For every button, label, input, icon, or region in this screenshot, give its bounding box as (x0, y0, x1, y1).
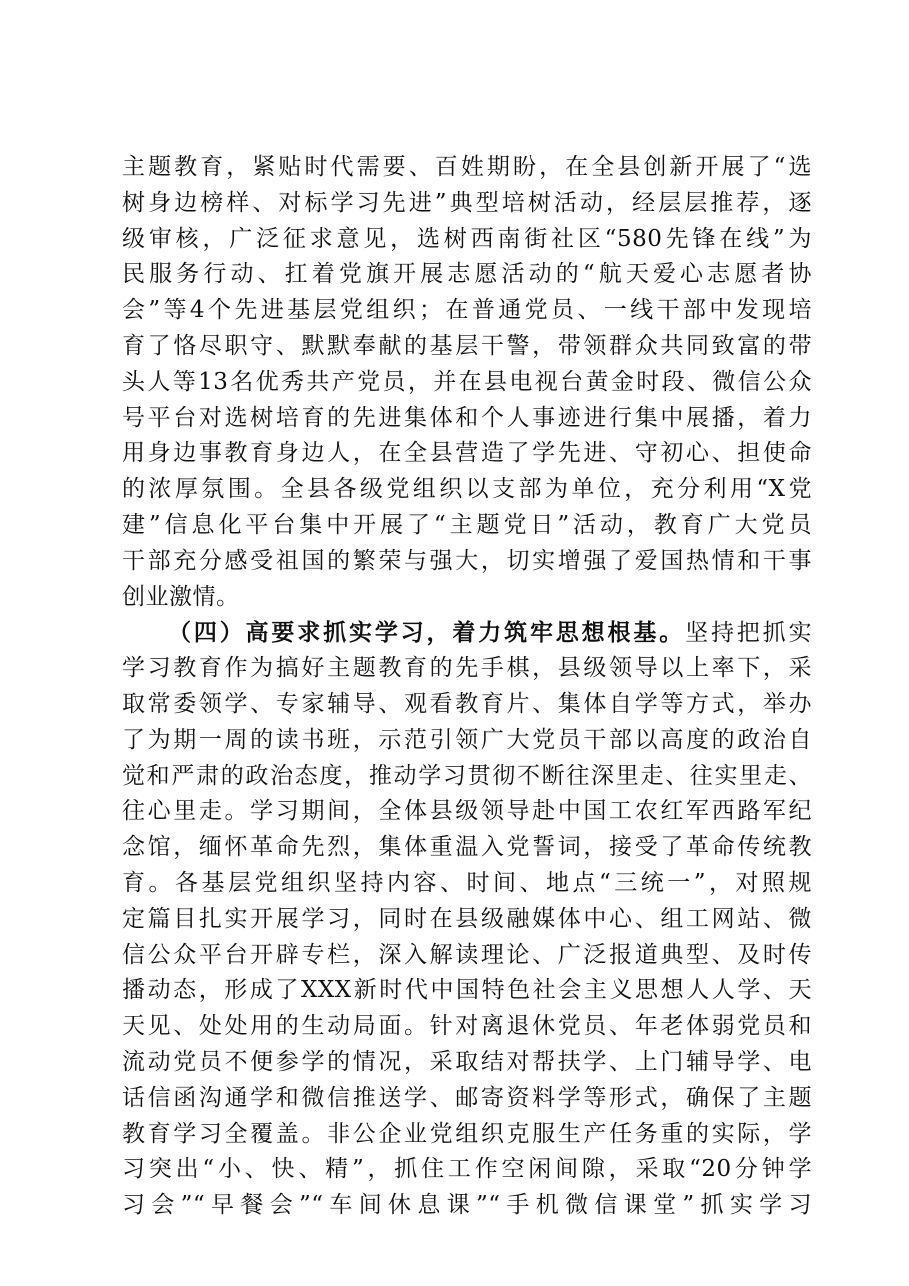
text-line: 话信函沟通学和微信推送学、邮寄资料学等形式，确保了主题 (122, 1084, 812, 1111)
text-line: 育。各基层党组织坚持内容、时间、地点“三统一”，对照规 (122, 869, 812, 896)
text-line: 流动党员不便参学的情况，采取结对帮扶学、上门辅导学、电 (122, 1048, 812, 1075)
text-line: 念馆，缅怀革命先烈，集体重温入党誓词，接受了革命传统教 (122, 834, 812, 861)
text-line: 习突出“小、快、精”，抓住工作空闲间隙，采取“20分钟学 (122, 1156, 812, 1183)
text-line: 民服务行动、扛着党旗开展志愿活动的“航天爱心志愿者协 (122, 261, 812, 288)
text-line: 的浓厚氛围。全县各级党组织以支部为单位，充分利用“X党 (122, 476, 812, 503)
text-line: 级审核，广泛征求意见，选树西南街社区“580先锋在线”为 (122, 225, 812, 252)
text-line: 觉和严肃的政治态度，推动学习贯彻不断往深里走、往实里走、 (122, 762, 812, 789)
text-line: 创业激情。 (122, 583, 240, 610)
text-line: 会”等4个先进基层党组织；在普通党员、一线干部中发现培 (122, 297, 812, 324)
text-line: 往心里走。学习期间，全体县级领导赴中国工农红军西路军纪 (122, 798, 812, 825)
text-line: 主题教育，紧贴时代需要、百姓期盼，在全县创新开展了“选 (122, 154, 812, 180)
text-line: 头人等13名优秀共产党员，并在县电视台黄金时段、微信公众 (122, 368, 812, 395)
text-line: 育了恪尽职守、默默奉献的基层干警，带领群众共同致富的带 (122, 332, 812, 359)
text-line: 教育学习全覆盖。非公企业党组织克服生产任务重的实际，学 (122, 1120, 812, 1147)
text-line: 学习教育作为搞好主题教育的先手棋，县级领导以上率下，采 (122, 655, 812, 682)
section-heading: （四）高要求抓实学习，着力筑牢思想根基。 (168, 619, 686, 647)
text-line: 用身边事教育身边人，在全县营造了学先进、守初心、担使命 (122, 440, 812, 467)
heading-line-rest: 坚持把抓实 (685, 620, 813, 647)
text-line: 树身边榜样、对标学习先进”典型培树活动，经层层推荐，逐 (122, 189, 812, 216)
section-heading-line (122, 615, 812, 651)
text-line: 习会”“早餐会”“车间休息课”“手机微信课堂”抓实学习 (122, 1192, 812, 1219)
text-line: 干部充分感受祖国的繁荣与强大，切实增强了爱国热情和干事 (122, 547, 812, 574)
text-line: 播动态，形成了XXX新时代中国特色社会主义思想人人学、天 (122, 977, 812, 1004)
text-line: 了为期一周的读书班，示范引领广大党员干部以高度的政治自 (122, 726, 812, 753)
text-line: 天见、处处用的生动局面。针对离退休党员、年老体弱党员和 (122, 1013, 812, 1040)
text-line: 取常委领学、专家辅导、观看教育片、集体自学等方式，举办 (122, 690, 812, 717)
text-line: 定篇目扎实开展学习，同时在县级融媒体中心、组工网站、微 (122, 905, 812, 932)
text-line: 号平台对选树培育的先进集体和个人事迹进行集中展播，着力 (122, 404, 812, 431)
text-line: 建”信息化平台集中开展了“主题党日”活动，教育广大党员 (122, 511, 812, 538)
document-body (122, 150, 812, 1224)
text-line: 信公众平台开辟专栏，深入解读理论、广泛报道典型、及时传 (122, 941, 812, 968)
